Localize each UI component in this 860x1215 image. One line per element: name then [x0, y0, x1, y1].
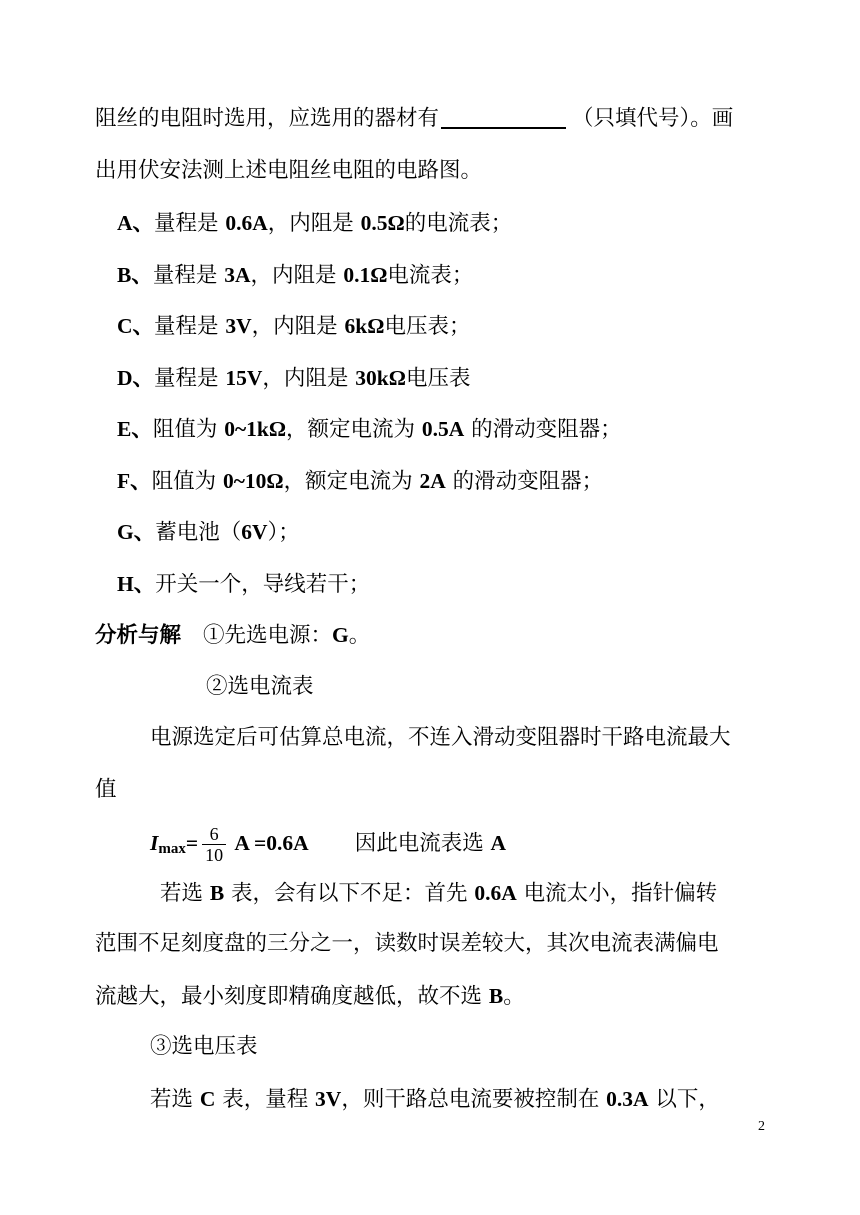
question-line-2: 出用伏安法测上述电阻丝电阻的电路图。: [95, 158, 483, 183]
paragraph-1-line-1: 电源选定后可估算总电流，不连入滑动变阻器时干路电流最大: [150, 725, 731, 750]
option-d: D、量程是 15V，内阻是 30kΩ电压表: [117, 366, 471, 391]
option-a: A、量程是 0.6A，内阻是 0.5Ω的电流表；: [117, 211, 513, 236]
question-text: （只填代号）。画: [572, 106, 734, 131]
paragraph-3-line-1: 若选 C 表，量程 3V，则干路总电流要被控制在 0.3A 以下，: [150, 1087, 720, 1112]
option-c: C、量程是 3V，内阻是 6kΩ电压表；: [117, 314, 471, 339]
paragraph-2-line-3: 流越大，最小刻度即精确度越低，故不选 B。: [95, 984, 525, 1009]
paragraph-2-line-2: 范围不足刻度盘的三分之一，读数时误差较大，其次电流表满偏电: [95, 931, 719, 956]
fraction: $\frac{6}{10}$: [202, 824, 226, 865]
option-h: H、开关一个，导线若干；: [117, 572, 371, 597]
question-text: 阻丝的电阻时选用，应选用的器材有: [95, 106, 440, 131]
analysis-label: 分析与解: [95, 623, 182, 647]
step-2-heading: ②选电流表: [206, 674, 314, 699]
option-b: B、量程是 3A，内阻是 0.1Ω电流表；: [117, 263, 474, 288]
option-e: E、阻值为 0~1kΩ，额定电流为 0.5A 的滑动变阻器；: [117, 417, 622, 442]
option-f: F、阻值为 0~10Ω，额定电流为 2A 的滑动变阻器；: [117, 469, 604, 494]
step-3-heading: ③选电压表: [150, 1034, 258, 1059]
paragraph-1-line-2: 值: [95, 777, 117, 802]
answer-blank[interactable]: [441, 105, 566, 129]
option-g: G、蓄电池（6V）；: [117, 520, 300, 545]
formula-line: $I_{max}=$ $\frac{6}{10}$ A =0.6A 因此电流表选 A: [150, 823, 507, 865]
analysis-line: 分析与解 ①先选电源：G。: [95, 623, 371, 648]
page-number: 2: [758, 1119, 765, 1134]
paragraph-2-line-1: 若选 B 表，会有以下不足：首先 0.6A 电流太小，指针偏转: [160, 881, 718, 906]
question-line-1: [95, 104, 733, 134]
